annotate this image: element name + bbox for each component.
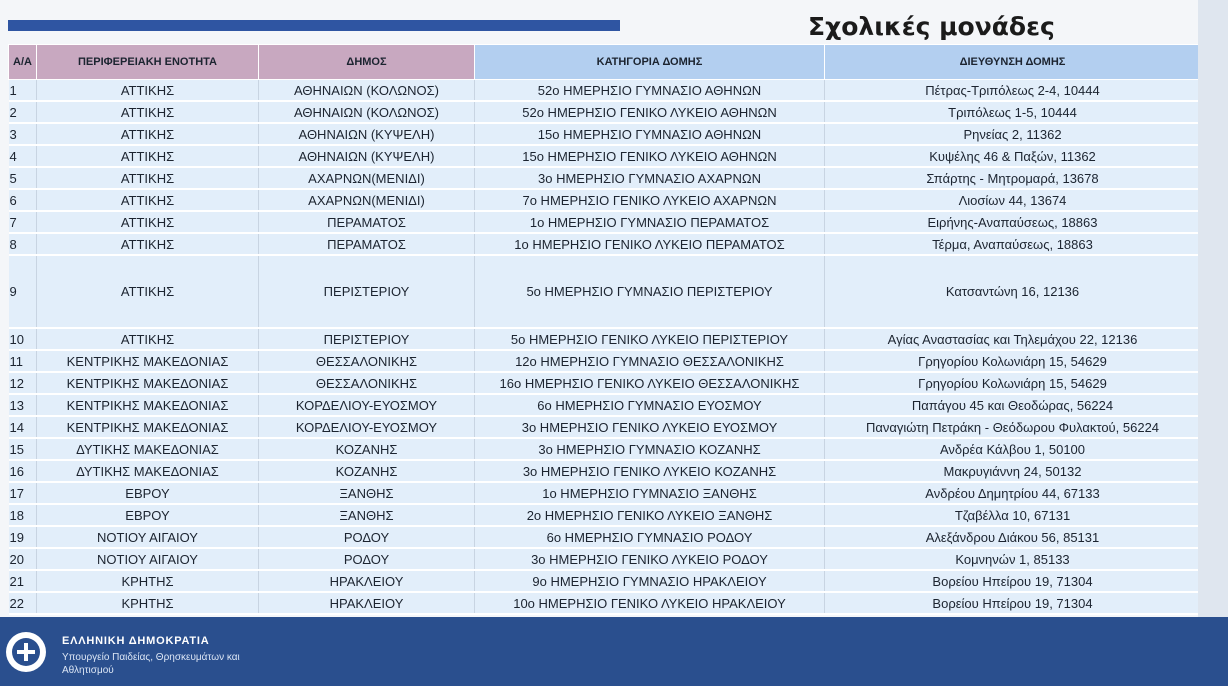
greek-emblem-icon	[6, 632, 46, 672]
cell-municipality: ΡΟΔΟΥ	[259, 526, 475, 548]
cell-category: 1ο ΗΜΕΡΗΣΙΟ ΓΥΜΝΑΣΙΟ ΞΑΝΘΗΣ	[475, 482, 825, 504]
cell-category: 15ο ΗΜΕΡΗΣΙΟ ΓΕΝΙΚΟ ΛΥΚΕΙΟ ΑΘΗΝΩΝ	[475, 145, 825, 167]
cell-region: ΑΤΤΙΚΗΣ	[37, 255, 259, 328]
cell-region: ΑΤΤΙΚΗΣ	[37, 145, 259, 167]
cell-aa: 11	[9, 350, 37, 372]
footer-subtitle: Υπουργείο Παιδείας, Θρησκευμάτων και Αθλητισμού	[62, 652, 240, 676]
cell-category: 52ο ΗΜΕΡΗΣΙΟ ΓΕΝΙΚΟ ΛΥΚΕΙΟ ΑΘΗΝΩΝ	[475, 101, 825, 123]
table-row	[9, 548, 1201, 570]
cell-category: 16ο ΗΜΕΡΗΣΙΟ ΓΕΝΙΚΟ ΛΥΚΕΙΟ ΘΕΣΣΑΛΟΝΙΚΗΣ	[475, 372, 825, 394]
cell-address: Αγίας Αναστασίας και Τηλεμάχου 22, 12136	[825, 328, 1201, 350]
right-edge-panel	[1198, 0, 1228, 617]
cell-region: ΚΡΗΤΗΣ	[37, 592, 259, 614]
cell-address: Ανδρέου Δημητρίου 44, 67133	[825, 482, 1201, 504]
cell-municipality: ΠΕΡΑΜΑΤΟΣ	[259, 233, 475, 255]
cell-aa: 9	[9, 255, 37, 328]
cell-category: 9ο ΗΜΕΡΗΣΙΟ ΓΥΜΝΑΣΙΟ ΗΡΑΚΛΕΙΟΥ	[475, 570, 825, 592]
header-aa: Α/Α	[9, 45, 37, 80]
cell-region: ΚΕΝΤΡΙΚΗΣ ΜΑΚΕΔΟΝΙΑΣ	[37, 416, 259, 438]
cell-address: Ρηνείας 2, 11362	[825, 123, 1201, 145]
cell-address: Μακρυγιάννη 24, 50132	[825, 460, 1201, 482]
cell-address: Τέρμα, Αναπαύσεως, 18863	[825, 233, 1201, 255]
cell-municipality: ΗΡΑΚΛΕΙΟΥ	[259, 592, 475, 614]
cell-municipality: ΚΟΡΔΕΛΙΟΥ-ΕΥΟΣΜΟΥ	[259, 416, 475, 438]
cell-region: ΑΤΤΙΚΗΣ	[37, 123, 259, 145]
cell-region: ΝΟΤΙΟΥ ΑΙΓΑΙΟΥ	[37, 548, 259, 570]
cell-category: 52ο ΗΜΕΡΗΣΙΟ ΓΥΜΝΑΣΙΟ ΑΘΗΝΩΝ	[475, 80, 825, 102]
table-row	[9, 328, 1201, 350]
table-row	[9, 123, 1201, 145]
cell-region: ΑΤΤΙΚΗΣ	[37, 211, 259, 233]
cell-region: ΑΤΤΙΚΗΣ	[37, 233, 259, 255]
cell-address: Παπάγου 45 και Θεοδώρας, 56224	[825, 394, 1201, 416]
cell-municipality: ΘΕΣΣΑΛΟΝΙΚΗΣ	[259, 372, 475, 394]
table-row	[9, 482, 1201, 504]
cell-address: Αλεξάνδρου Διάκου 56, 85131	[825, 526, 1201, 548]
cell-address: Σπάρτης - Μητρομαρά, 13678	[825, 167, 1201, 189]
cell-address: Ανδρέα Κάλβου 1, 50100	[825, 438, 1201, 460]
table-row	[9, 167, 1201, 189]
cell-aa: 1	[9, 80, 37, 102]
table-row	[9, 504, 1201, 526]
cell-aa: 6	[9, 189, 37, 211]
table-row	[9, 416, 1201, 438]
cell-region: ΚΕΝΤΡΙΚΗΣ ΜΑΚΕΔΟΝΙΑΣ	[37, 350, 259, 372]
cell-municipality: ΠΕΡΑΜΑΤΟΣ	[259, 211, 475, 233]
table-row	[9, 526, 1201, 548]
cell-category: 3ο ΗΜΕΡΗΣΙΟ ΓΥΜΝΑΣΙΟ ΚΟΖΑΝΗΣ	[475, 438, 825, 460]
cell-category: 3ο ΗΜΕΡΗΣΙΟ ΓΕΝΙΚΟ ΛΥΚΕΙΟ ΚΟΖΑΝΗΣ	[475, 460, 825, 482]
table-row	[9, 394, 1201, 416]
cell-region: ΕΒΡΟΥ	[37, 504, 259, 526]
top-accent-bar	[8, 20, 620, 31]
cell-region: ΑΤΤΙΚΗΣ	[37, 167, 259, 189]
cell-region: ΕΒΡΟΥ	[37, 482, 259, 504]
cell-address: Τριπόλεως 1-5, 10444	[825, 101, 1201, 123]
cell-municipality: ΑΧΑΡΝΩΝ(ΜΕΝΙΔΙ)	[259, 167, 475, 189]
table-row	[9, 350, 1201, 372]
cell-municipality: ΠΕΡΙΣΤΕΡΙΟΥ	[259, 328, 475, 350]
cell-aa: 18	[9, 504, 37, 526]
table-row	[9, 101, 1201, 123]
cell-aa: 5	[9, 167, 37, 189]
cell-aa: 20	[9, 548, 37, 570]
cell-municipality: ΑΘΗΝΑΙΩΝ (ΚΥΨΕΛΗ)	[259, 145, 475, 167]
cell-region: ΑΤΤΙΚΗΣ	[37, 80, 259, 102]
cell-category: 6ο ΗΜΕΡΗΣΙΟ ΓΥΜΝΑΣΙΟ ΕΥΟΣΜΟΥ	[475, 394, 825, 416]
cell-region: ΚΕΝΤΡΙΚΗΣ ΜΑΚΕΔΟΝΙΑΣ	[37, 372, 259, 394]
cell-aa: 16	[9, 460, 37, 482]
cell-address: Κατσαντώνη 16, 12136	[825, 255, 1201, 328]
cell-category: 3ο ΗΜΕΡΗΣΙΟ ΓΥΜΝΑΣΙΟ ΑΧΑΡΝΩΝ	[475, 167, 825, 189]
cell-municipality: ΑΘΗΝΑΙΩΝ (ΚΟΛΩΝΟΣ)	[259, 80, 475, 102]
cell-category: 5ο ΗΜΕΡΗΣΙΟ ΓΕΝΙΚΟ ΛΥΚΕΙΟ ΠΕΡΙΣΤΕΡΙΟΥ	[475, 328, 825, 350]
cell-address: Πέτρας-Τριπόλεως 2-4, 10444	[825, 80, 1201, 102]
cell-aa: 12	[9, 372, 37, 394]
schools-table	[8, 44, 1201, 615]
cell-aa: 4	[9, 145, 37, 167]
cell-category: 1ο ΗΜΕΡΗΣΙΟ ΓΕΝΙΚΟ ΛΥΚΕΙΟ ΠΕΡΑΜΑΤΟΣ	[475, 233, 825, 255]
cell-aa: 10	[9, 328, 37, 350]
cell-category: 1ο ΗΜΕΡΗΣΙΟ ΓΥΜΝΑΣΙΟ ΠΕΡΑΜΑΤΟΣ	[475, 211, 825, 233]
table-row	[9, 372, 1201, 394]
cell-municipality: ΚΟΖΑΝΗΣ	[259, 438, 475, 460]
cell-aa: 3	[9, 123, 37, 145]
cell-aa: 21	[9, 570, 37, 592]
header-municipality: ΔΗΜΟΣ	[259, 45, 475, 80]
cell-aa: 22	[9, 592, 37, 614]
cell-address: Βορείου Ηπείρου 19, 71304	[825, 592, 1201, 614]
page-title: Σχολικές μονάδες	[808, 12, 1055, 41]
cell-category: 12ο ΗΜΕΡΗΣΙΟ ΓΥΜΝΑΣΙΟ ΘΕΣΣΑΛΟΝΙΚΗΣ	[475, 350, 825, 372]
cell-aa: 7	[9, 211, 37, 233]
cell-municipality: ΚΟΖΑΝΗΣ	[259, 460, 475, 482]
cell-aa: 8	[9, 233, 37, 255]
table-row	[9, 80, 1201, 102]
table-row	[9, 438, 1201, 460]
header-region: ΠΕΡΙΦΕΡΕΙΑΚΗ ΕΝΟΤΗΤΑ	[37, 45, 259, 80]
cell-municipality: ΑΘΗΝΑΙΩΝ (ΚΥΨΕΛΗ)	[259, 123, 475, 145]
cell-region: ΚΡΗΤΗΣ	[37, 570, 259, 592]
cell-aa: 14	[9, 416, 37, 438]
table-row	[9, 592, 1201, 614]
cell-address: Κυψέλης 46 & Παξών, 11362	[825, 145, 1201, 167]
table-row	[9, 570, 1201, 592]
cell-municipality: ΞΑΝΘΗΣ	[259, 482, 475, 504]
table-row	[9, 460, 1201, 482]
header-category: ΚΑΤΗΓΟΡΙΑ ΔΟΜΗΣ	[475, 45, 825, 80]
table-header-row	[9, 45, 1201, 80]
cell-region: ΚΕΝΤΡΙΚΗΣ ΜΑΚΕΔΟΝΙΑΣ	[37, 394, 259, 416]
cell-municipality: ΑΘΗΝΑΙΩΝ (ΚΟΛΩΝΟΣ)	[259, 101, 475, 123]
table-body	[9, 80, 1201, 615]
cell-address: Κομνηνών 1, 85133	[825, 548, 1201, 570]
cell-address: Λιοσίων 44, 13674	[825, 189, 1201, 211]
cell-aa: 13	[9, 394, 37, 416]
cell-region: ΑΤΤΙΚΗΣ	[37, 101, 259, 123]
table-row	[9, 189, 1201, 211]
cell-municipality: ΠΕΡΙΣΤΕΡΙΟΥ	[259, 255, 475, 328]
cell-region: ΔΥΤΙΚΗΣ ΜΑΚΕΔΟΝΙΑΣ	[37, 460, 259, 482]
cell-address: Βορείου Ηπείρου 19, 71304	[825, 570, 1201, 592]
cell-municipality: ΚΟΡΔΕΛΙΟΥ-ΕΥΟΣΜΟΥ	[259, 394, 475, 416]
cell-address: Τζαβέλλα 10, 67131	[825, 504, 1201, 526]
cell-municipality: ΡΟΔΟΥ	[259, 548, 475, 570]
cell-region: ΝΟΤΙΟΥ ΑΙΓΑΙΟΥ	[37, 526, 259, 548]
footer-bar	[0, 617, 1228, 686]
footer-title: ΕΛΛΗΝΙΚΗ ΔΗΜΟΚΡΑΤΙΑ	[62, 635, 210, 647]
cell-address: Ειρήνης-Αναπαύσεως, 18863	[825, 211, 1201, 233]
cell-address: Γρηγορίου Κολωνιάρη 15, 54629	[825, 372, 1201, 394]
cell-category: 15ο ΗΜΕΡΗΣΙΟ ΓΥΜΝΑΣΙΟ ΑΘΗΝΩΝ	[475, 123, 825, 145]
cell-category: 2ο ΗΜΕΡΗΣΙΟ ΓΕΝΙΚΟ ΛΥΚΕΙΟ ΞΑΝΘΗΣ	[475, 504, 825, 526]
cell-region: ΑΤΤΙΚΗΣ	[37, 328, 259, 350]
cell-category: 10ο ΗΜΕΡΗΣΙΟ ΓΕΝΙΚΟ ΛΥΚΕΙΟ ΗΡΑΚΛΕΙΟΥ	[475, 592, 825, 614]
cell-municipality: ΞΑΝΘΗΣ	[259, 504, 475, 526]
cell-category: 6ο ΗΜΕΡΗΣΙΟ ΓΥΜΝΑΣΙΟ ΡΟΔΟΥ	[475, 526, 825, 548]
cell-address: Παναγιώτη Πετράκη - Θεόδωρου Φυλακτού, 56224	[825, 416, 1201, 438]
cell-category: 7ο ΗΜΕΡΗΣΙΟ ΓΕΝΙΚΟ ΛΥΚΕΙΟ ΑΧΑΡΝΩΝ	[475, 189, 825, 211]
header-address: ΔΙΕΥΘΥΝΣΗ ΔΟΜΗΣ	[825, 45, 1201, 80]
cell-address: Γρηγορίου Κολωνιάρη 15, 54629	[825, 350, 1201, 372]
cell-municipality: ΗΡΑΚΛΕΙΟΥ	[259, 570, 475, 592]
cell-aa: 15	[9, 438, 37, 460]
cell-aa: 19	[9, 526, 37, 548]
table-row	[9, 233, 1201, 255]
cell-municipality: ΑΧΑΡΝΩΝ(ΜΕΝΙΔΙ)	[259, 189, 475, 211]
cell-category: 5ο ΗΜΕΡΗΣΙΟ ΓΥΜΝΑΣΙΟ ΠΕΡΙΣΤΕΡΙΟΥ	[475, 255, 825, 328]
cell-region: ΑΤΤΙΚΗΣ	[37, 189, 259, 211]
cell-aa: 17	[9, 482, 37, 504]
cell-aa: 2	[9, 101, 37, 123]
cell-category: 3ο ΗΜΕΡΗΣΙΟ ΓΕΝΙΚΟ ΛΥΚΕΙΟ ΕΥΟΣΜΟΥ	[475, 416, 825, 438]
cell-category: 3ο ΗΜΕΡΗΣΙΟ ΓΕΝΙΚΟ ΛΥΚΕΙΟ ΡΟΔΟΥ	[475, 548, 825, 570]
cell-region: ΔΥΤΙΚΗΣ ΜΑΚΕΔΟΝΙΑΣ	[37, 438, 259, 460]
cell-municipality: ΘΕΣΣΑΛΟΝΙΚΗΣ	[259, 350, 475, 372]
table-row	[9, 211, 1201, 233]
table-row	[9, 255, 1201, 328]
table-row	[9, 145, 1201, 167]
